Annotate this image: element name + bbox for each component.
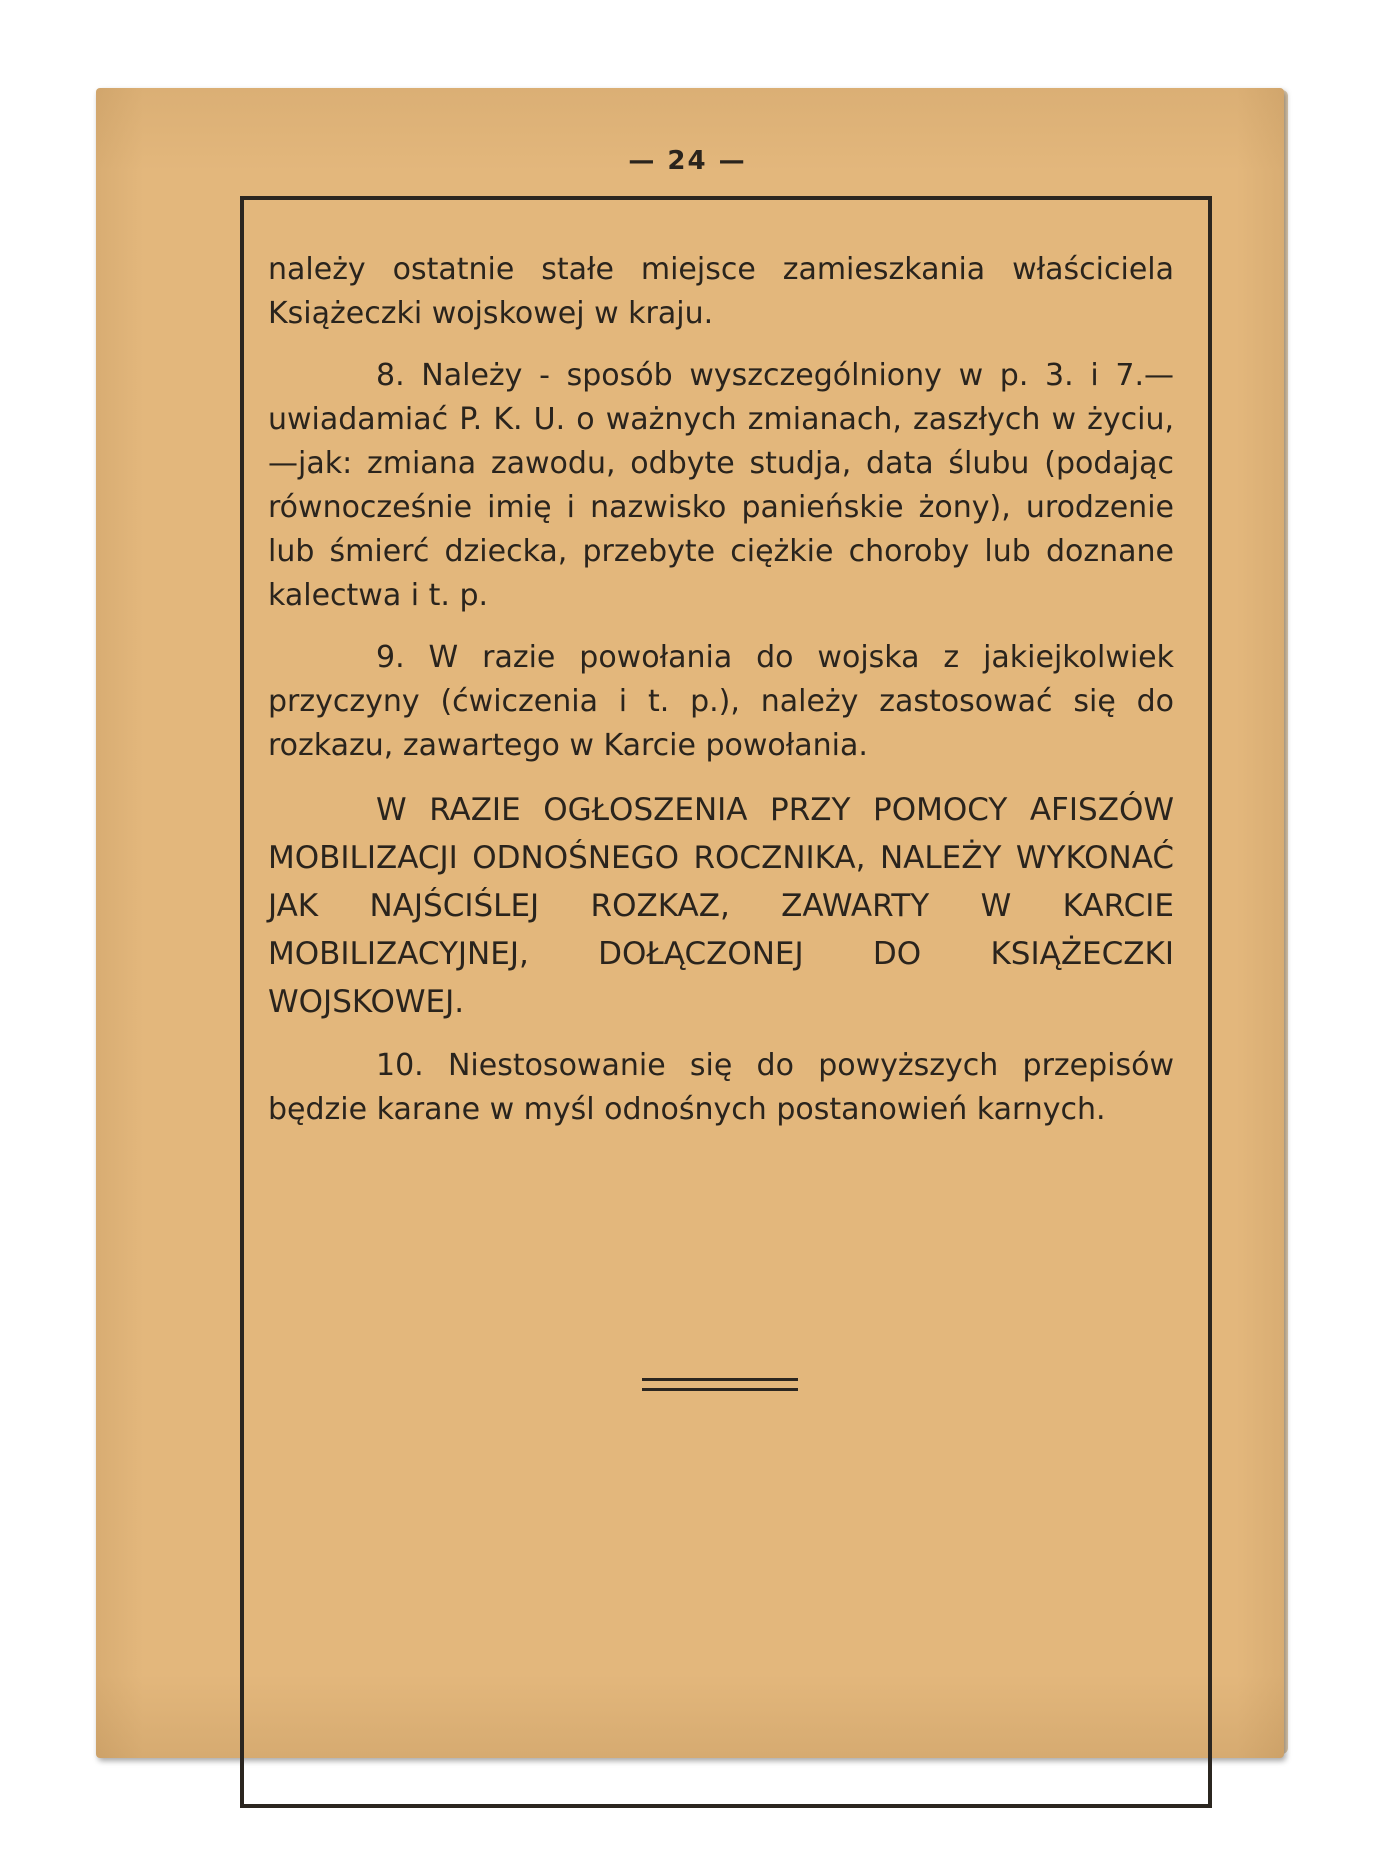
paragraph-mobilization-notice: W RAZIE OGŁOSZENIA PRZY POMOCY AFISZÓW MOBILIZACJI ODNOŚNEGO ROCZNIKA, NALEŻY WYKONAĆ JAK NAJŚCIŚLEJ ROZKAZ, ZAWARTY W KARCIE MOBILIZACYJNEJ, DOŁĄCZONEJ DO KSIĄŻECZKI WOJSKOWEJ. — [268, 792, 1174, 1020]
closing-rule-bottom — [642, 1388, 798, 1391]
paragraph-9: 9. W razie powołania do wojska z jakiejkolwiek przyczyny (ćwiczenia i t. p.), należy zastosować się do rozkazu, zawartego w Karcie powołania. — [268, 640, 1174, 763]
paragraph-10: 10. Niestosowanie się do powyższych przepisów będzie karane w myśl odnośnych postanowień karnych. — [268, 1048, 1174, 1127]
paragraph-8: 8. Należy - sposób wyszczególniony w p. 3. i 7.—uwiadamiać P. K. U. o ważnych zmianach, zaszłych w życiu,—jak: zmiana zawodu, odbyte studja, data ślubu (podając równocześnie imię i nazwisko panieńskie żony), urodzenie lub śmierć dziecka, przebyte ciężkie choroby lub doznane kalectwa i t. p. — [268, 358, 1174, 613]
paragraph-continued: należy ostatnie stałe miejsce zamieszkania właściciela Książeczki wojskowej w kraju. — [268, 252, 1174, 331]
closing-rule-top — [642, 1378, 798, 1381]
page-number: — 24 — — [628, 146, 747, 176]
text-block — [268, 248, 1174, 1132]
